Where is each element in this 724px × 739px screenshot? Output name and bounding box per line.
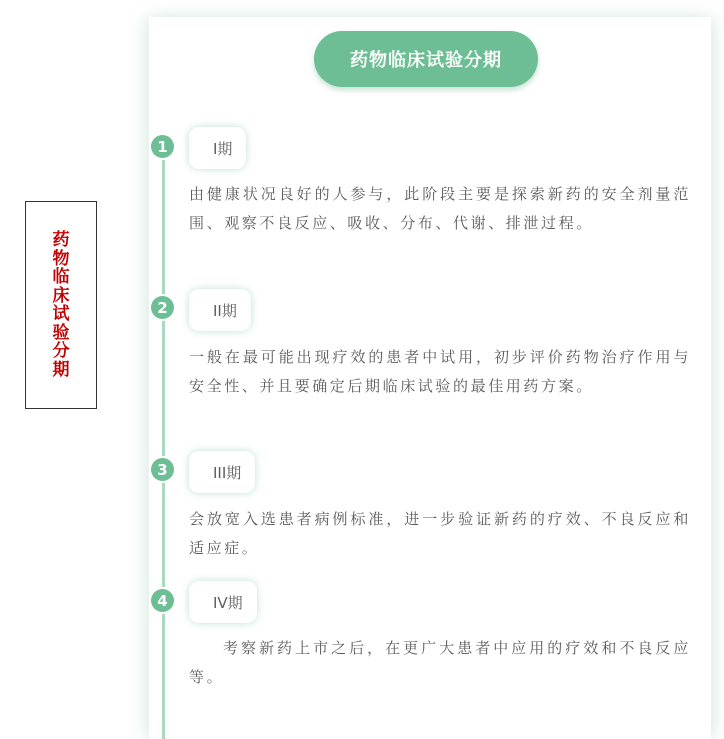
header-title: 药物临床试验分期 xyxy=(314,31,538,87)
phase-3-description: 会放宽入选患者病例标准，进一步验证新药的疗效、不良反应和适应症。 xyxy=(189,510,691,557)
phase-2-number-icon: 2 xyxy=(151,296,174,319)
phase-4-number-icon: 4 xyxy=(151,589,174,612)
phase-1-description: 由健康状况良好的人参与，此阶段主要是探索新药的安全剂量范围、观察不良反应、吸收、分布、代谢、排泄过程。 xyxy=(189,185,691,232)
phase-4-description: 考察新药上市之后，在更广大患者中应用的疗效和不良反应等。 xyxy=(189,639,691,686)
phase-4-label: IV期 xyxy=(189,581,257,623)
side-title-text: 药物临床试验分期 xyxy=(52,230,70,380)
side-title-box xyxy=(25,201,97,409)
phase-2-label: II期 xyxy=(189,289,251,331)
phase-1-number-icon: 1 xyxy=(151,135,174,158)
phase-3-label: III期 xyxy=(189,451,255,493)
phase-2-description: 一般在最可能出现疗效的患者中试用，初步评价药物治疗作用与安全性、并且要确定后期临床试验的最佳用药方案。 xyxy=(189,348,691,395)
timeline-line xyxy=(162,142,165,739)
phase-3-number-icon: 3 xyxy=(151,458,174,481)
phase-1-label: I期 xyxy=(189,127,246,169)
content-card xyxy=(149,17,711,739)
